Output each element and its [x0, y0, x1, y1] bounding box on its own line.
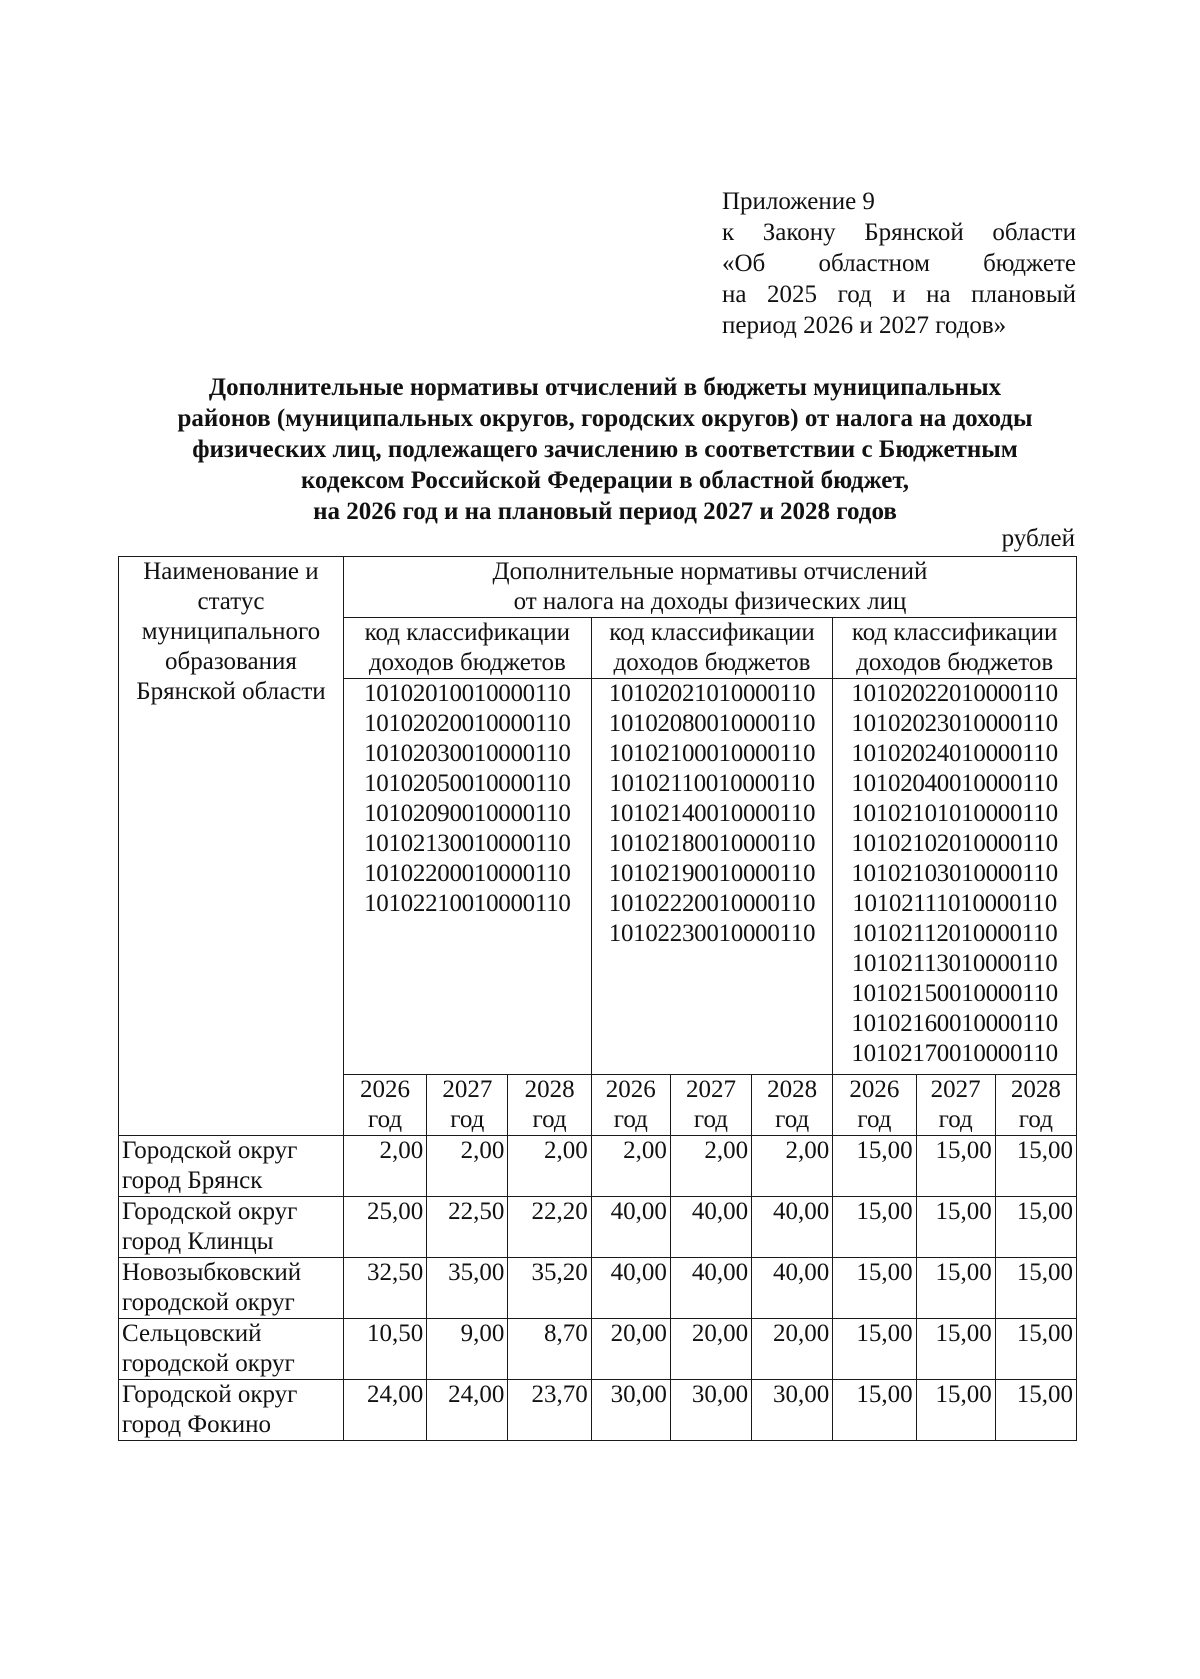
group-header-line: Дополнительные нормативы отчислений — [492, 558, 928, 585]
appendix-line: на 2025 год и на плановый — [722, 281, 1076, 308]
document-title — [120, 372, 1090, 527]
budget-code: 10102090010000110 — [364, 800, 571, 827]
table-row — [119, 1197, 1077, 1258]
code-header-line: доходов бюджетов — [368, 649, 566, 676]
code-list-group-3 — [833, 679, 1077, 1075]
budget-code: 10102022010000110 — [851, 680, 1058, 707]
normative-value: 15,00 — [833, 1380, 916, 1441]
group-header — [343, 557, 1076, 618]
municipality-name-line: городской округ — [122, 1289, 295, 1316]
title-line: Дополнительные нормативы отчислений в бюджеты муниципальных — [208, 374, 1002, 401]
year-suffix: год — [1018, 1106, 1053, 1133]
normative-value: 35,00 — [427, 1258, 508, 1319]
title-line: кодексом Российской Федерации в областной бюджет, — [300, 467, 910, 494]
budget-code: 10102024010000110 — [851, 740, 1058, 767]
normative-value: 15,00 — [995, 1380, 1076, 1441]
code-header-line: код классификации — [609, 619, 815, 646]
normative-value: 2,00 — [427, 1136, 508, 1197]
appendix-line: Приложение 9 — [722, 188, 875, 215]
table-row — [119, 1380, 1077, 1441]
normatives-table — [118, 556, 1077, 1441]
normative-value: 2,00 — [591, 1136, 670, 1197]
appendix-line: период 2026 и 2027 годов» — [722, 312, 1007, 339]
municipality-name-line: городской округ — [122, 1350, 295, 1377]
year-value: 2027 — [442, 1076, 493, 1103]
normative-value: 10,50 — [343, 1319, 426, 1380]
normative-value: 15,00 — [995, 1319, 1076, 1380]
normative-value: 40,00 — [752, 1258, 833, 1319]
code-header-line: код классификации — [851, 619, 1058, 646]
normative-value: 20,00 — [591, 1319, 670, 1380]
budget-code: 10102103010000110 — [851, 860, 1058, 887]
title-line: физических лиц, подлежащего зачислению в соответствии с Бюджетным — [192, 436, 1018, 463]
code-group-header — [591, 618, 833, 679]
budget-code: 10102040010000110 — [851, 770, 1058, 797]
code-header-line: код классификации — [364, 619, 571, 646]
municipality-name-line: Новозыбковский — [122, 1259, 302, 1286]
normative-value: 35,20 — [508, 1258, 591, 1319]
year-suffix: год — [857, 1106, 892, 1133]
code-list-group-1 — [343, 679, 591, 1075]
normative-value: 22,50 — [427, 1197, 508, 1258]
normative-value: 2,00 — [752, 1136, 833, 1197]
normative-value: 15,00 — [916, 1319, 995, 1380]
normative-value: 24,00 — [427, 1380, 508, 1441]
table-row — [119, 1136, 1077, 1197]
budget-code: 10102210010000110 — [364, 890, 571, 917]
year-header — [670, 1075, 751, 1136]
municipality-name-line: Городской округ — [122, 1198, 298, 1225]
budget-code: 10102080010000110 — [608, 710, 816, 737]
budget-code: 10102130010000110 — [364, 830, 571, 857]
code-header-line: доходов бюджетов — [856, 649, 1054, 676]
year-suffix: год — [367, 1106, 403, 1133]
table-row — [119, 1258, 1077, 1319]
group-header-line: от налога на доходы физических лиц — [513, 588, 907, 615]
normative-value: 15,00 — [916, 1136, 995, 1197]
year-suffix: год — [775, 1106, 810, 1133]
budget-code: 10102190010000110 — [608, 860, 816, 887]
year-suffix: год — [693, 1106, 729, 1133]
year-value: 2028 — [1010, 1076, 1061, 1103]
normative-value: 15,00 — [833, 1319, 916, 1380]
municipality-name-line: Сельцовский — [122, 1320, 262, 1347]
normative-value: 23,70 — [508, 1380, 591, 1441]
municipality-name-line: город Брянск — [122, 1167, 263, 1194]
appendix-line: к Закону Брянской области — [722, 219, 1076, 246]
municipality-name — [119, 1136, 344, 1197]
normative-value: 9,00 — [427, 1319, 508, 1380]
year-header — [427, 1075, 508, 1136]
normative-value: 15,00 — [916, 1197, 995, 1258]
normative-value: 40,00 — [591, 1258, 670, 1319]
year-value: 2028 — [767, 1076, 818, 1103]
budget-code: 10102021010000110 — [608, 680, 816, 707]
municipality-name — [119, 1319, 344, 1380]
year-value: 2027 — [930, 1076, 981, 1103]
normative-value: 15,00 — [995, 1136, 1076, 1197]
budget-code: 10102050010000110 — [364, 770, 571, 797]
year-header — [508, 1075, 591, 1136]
normative-value: 2,00 — [343, 1136, 426, 1197]
budget-code: 10102150010000110 — [851, 980, 1058, 1007]
municipality-name-line: Городской округ — [122, 1137, 298, 1164]
budget-code: 10102180010000110 — [608, 830, 816, 857]
year-suffix: год — [450, 1106, 485, 1133]
normative-value: 30,00 — [752, 1380, 833, 1441]
budget-code: 10102010010000110 — [364, 680, 571, 707]
name-header-text: Наименование и статус муниципального образования Брянской области — [136, 558, 326, 705]
code-header-line: доходов бюджетов — [613, 649, 811, 676]
normative-value: 30,00 — [670, 1380, 751, 1441]
budget-code: 10102101010000110 — [851, 800, 1058, 827]
normative-value: 15,00 — [833, 1197, 916, 1258]
budget-code: 10102020010000110 — [364, 710, 571, 737]
municipality-name-line: город Клинцы — [122, 1228, 274, 1255]
municipality-name-line: Городской округ — [122, 1381, 298, 1408]
normative-value: 15,00 — [916, 1258, 995, 1319]
normative-value: 15,00 — [995, 1258, 1076, 1319]
name-column-header — [119, 557, 344, 1136]
normative-value: 15,00 — [995, 1197, 1076, 1258]
normative-value: 40,00 — [670, 1258, 751, 1319]
normative-value: 15,00 — [833, 1136, 916, 1197]
code-group-header — [833, 618, 1077, 679]
budget-code: 10102113010000110 — [851, 950, 1058, 977]
normative-value: 40,00 — [752, 1197, 833, 1258]
units-label: рублей — [1001, 525, 1075, 552]
budget-code: 10102220010000110 — [608, 890, 816, 917]
year-value: 2026 — [360, 1076, 411, 1103]
normative-value: 32,50 — [343, 1258, 426, 1319]
year-header — [833, 1075, 916, 1136]
budget-code: 10102140010000110 — [608, 800, 816, 827]
code-list-group-2 — [591, 679, 833, 1075]
budget-code: 10102030010000110 — [364, 740, 571, 767]
year-suffix: год — [613, 1106, 648, 1133]
year-value: 2026 — [605, 1076, 656, 1103]
normative-value: 8,70 — [508, 1319, 591, 1380]
year-header — [752, 1075, 833, 1136]
year-header — [995, 1075, 1076, 1136]
year-value: 2026 — [849, 1076, 900, 1103]
normative-value: 22,20 — [508, 1197, 591, 1258]
code-group-header — [343, 618, 591, 679]
budget-code: 10102023010000110 — [851, 710, 1058, 737]
normative-value: 20,00 — [670, 1319, 751, 1380]
table-row — [119, 1319, 1077, 1380]
normative-value: 40,00 — [591, 1197, 670, 1258]
municipality-name — [119, 1258, 344, 1319]
budget-code: 10102160010000110 — [851, 1010, 1058, 1037]
normative-value: 20,00 — [752, 1319, 833, 1380]
budget-code: 10102110010000110 — [609, 770, 815, 797]
budget-code: 10102102010000110 — [851, 830, 1058, 857]
appendix-line: «Об областном бюджете — [722, 250, 1076, 277]
budget-code: 10102200010000110 — [364, 860, 571, 887]
year-header — [343, 1075, 426, 1136]
budget-code: 10102170010000110 — [851, 1040, 1058, 1067]
municipality-name — [119, 1197, 344, 1258]
normative-value: 40,00 — [670, 1197, 751, 1258]
budget-code: 10102230010000110 — [608, 920, 816, 947]
title-line: на 2026 год и на плановый период 2027 и 2028 годов — [313, 498, 897, 525]
year-suffix: год — [938, 1106, 973, 1133]
normative-value: 15,00 — [916, 1380, 995, 1441]
title-line: районов (муниципальных округов, городских округов) от налога на доходы — [177, 405, 1033, 432]
year-header — [916, 1075, 995, 1136]
normative-value: 2,00 — [508, 1136, 591, 1197]
normative-value: 15,00 — [833, 1258, 916, 1319]
appendix-reference — [722, 186, 1076, 341]
year-header — [591, 1075, 670, 1136]
normative-value: 30,00 — [591, 1380, 670, 1441]
budget-code: 10102112010000110 — [851, 920, 1058, 947]
municipality-name — [119, 1380, 344, 1441]
normative-value: 24,00 — [343, 1380, 426, 1441]
normative-value: 25,00 — [343, 1197, 426, 1258]
year-suffix: год — [532, 1106, 567, 1133]
year-value: 2028 — [524, 1076, 575, 1103]
year-value: 2027 — [685, 1076, 736, 1103]
normative-value: 2,00 — [670, 1136, 751, 1197]
municipality-name-line: город Фокино — [122, 1411, 272, 1438]
budget-code: 10102111010000110 — [852, 890, 1057, 917]
budget-code: 10102100010000110 — [608, 740, 816, 767]
